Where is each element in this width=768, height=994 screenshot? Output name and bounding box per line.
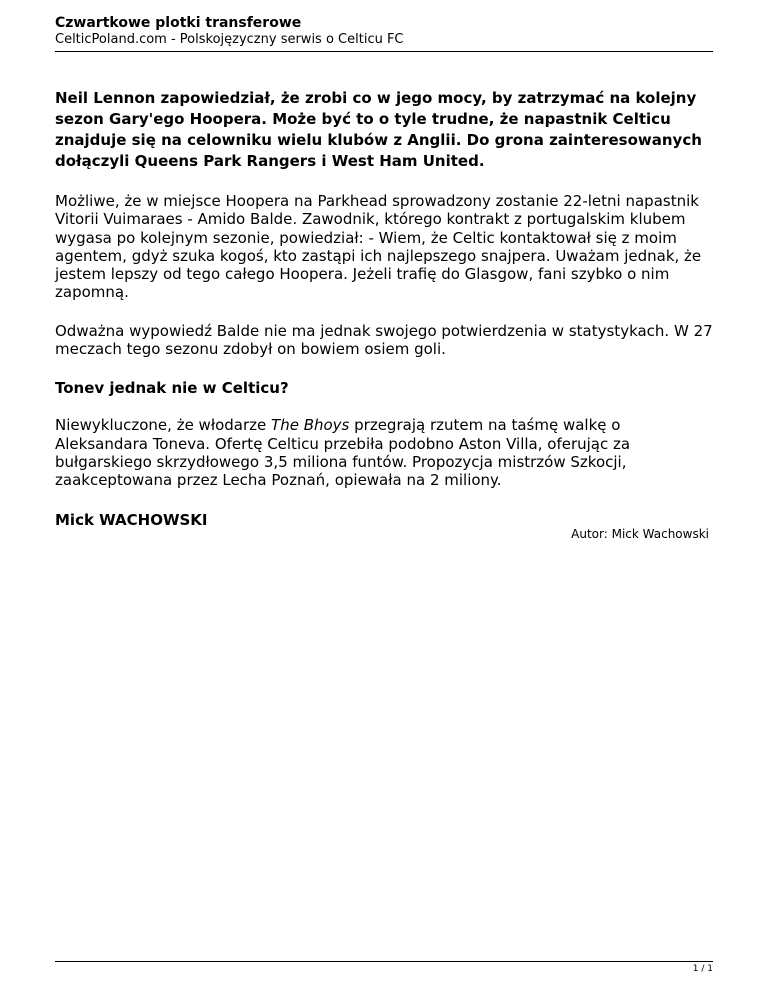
article-body <box>55 88 715 531</box>
paragraph-text: Niewykluczone, że włodarze <box>55 416 272 435</box>
site-subtitle: CelticPoland.com - Polskojęzyczny serwis o Celticu FC <box>55 32 404 47</box>
paragraph-text: przegrają rzutem na taśmę walkę o Aleksandara Toneva. Ofertę Celticu przebiła podobno Aston Villa, oferując za bułgarskiego skrzydłowego 3,5 miliona funtów. Propozycja mistrzów Szkocji, zaakceptowana przez Lecha Poznań, opiewała na 2 miliony. <box>55 416 631 490</box>
page-footer <box>55 961 713 974</box>
emphasized-text: The Bhoys <box>271 416 350 435</box>
page-number: 1 / 1 <box>692 964 713 974</box>
article-signature: Mick WACHOWSKI <box>55 510 208 529</box>
article-paragraph <box>55 416 715 489</box>
site-title: Czwartkowe plotki transferowe <box>55 15 302 31</box>
page-header <box>55 14 713 52</box>
article-lead: Neil Lennon zapowiedział, że zrobi co w jego mocy, by zatrzymać na kolejny sezon Gary'ego Hoopera. Może być to o tyle trudne, że napastnik Celticu znajduje się na celowniku wielu klubów z Anglii. Do grona zainteresowanych dołączyli Queens Park Rangers i West Ham United. <box>55 89 702 170</box>
article-paragraph: Odważna wypowiedź Balde nie ma jednak swojego potwierdzenia w statystykach. W 27 meczach tego sezonu zdobył on bowiem osiem goli. <box>55 321 713 359</box>
author-line: Autor: Mick Wachowski <box>571 527 709 541</box>
article-paragraph: Możliwe, że w miejsce Hoopera na Parkhead sprowadzony zostanie 22-letni napastnik Vitorii Vuimaraes - Amido Balde. Zawodnik, którego kontrakt z portugalskim klubem wygasa po kolejnym sezonie, powiedział: - Wiem, że Celtic kontaktował się z moim agentem, gdyż szuka kogoś, kto zastąpi ich najlepszego snajpera. Uważam jednak, że jestem lepszy od tego całego Hoopera. Jeżeli trafię do Glasgow, fani szybko o nim zapomną. <box>55 192 702 302</box>
section-heading: Tonev jednak nie w Celticu? <box>55 379 289 398</box>
